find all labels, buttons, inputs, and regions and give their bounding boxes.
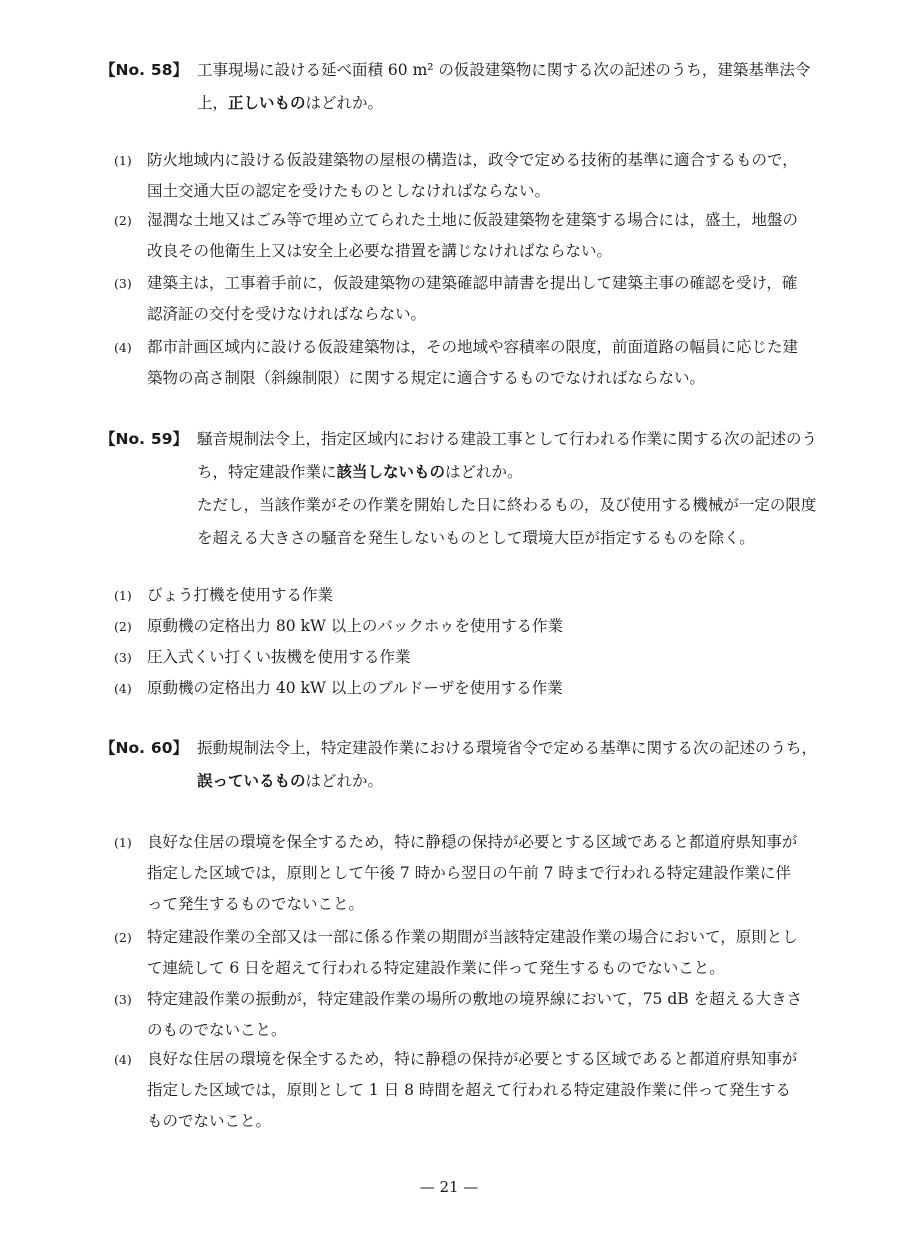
choice-number: (2)	[114, 619, 132, 634]
stem-text-end: はどれか。	[305, 94, 384, 112]
choice-text: 都市計画区域内に設ける仮設建築物は，その地域や容積率の限度，前面道路の幅員に応じた建築物の高さ制限（斜線制限）に関する規定に適合するものでなければならない。	[147, 338, 799, 387]
question-number-value: 58】	[150, 61, 188, 79]
choice-number: (3)	[114, 276, 132, 291]
choice-60-2[interactable]	[114, 922, 804, 984]
question-label: 【No.	[100, 430, 146, 448]
choice-number: (3)	[114, 992, 132, 1007]
question-59	[100, 423, 820, 555]
choice-number: (1)	[114, 835, 132, 850]
question-stem	[197, 732, 820, 798]
stem-text-end: はどれか。	[445, 463, 523, 481]
choice-60-3[interactable]	[114, 984, 804, 1046]
choice-59-3[interactable]	[114, 642, 804, 673]
choice-59-4[interactable]	[114, 673, 804, 704]
question-note: ただし，当該作業がその作業を開始した日に終わるもの，及び使用する機械が一定の限度を超える大きさの騒音を発生しないものとして環境大臣が指定するものを除く。	[197, 496, 817, 547]
choice-60-1[interactable]	[114, 827, 804, 920]
choice-number: (2)	[114, 213, 132, 228]
choice-text: 良好な住居の環境を保全するため，特に静穏の保持が必要とする区域であると都道府県知事が指定した区域では，原則として午後 7 時から翌日の午前 7 時まで行われる特定建設作業に伴って発生するものでないこと。	[147, 833, 798, 913]
choice-58-3[interactable]	[114, 268, 804, 330]
choice-number: (4)	[114, 1052, 132, 1067]
choice-58-4[interactable]	[114, 332, 804, 394]
choice-58-1[interactable]	[114, 145, 804, 207]
question-60	[100, 732, 820, 798]
choice-text: 特定建設作業の全部又は一部に係る作業の期間が当該特定建設作業の場合において，原則として連続して 6 日を超えて行われる特定建設作業に伴って発生するものでないこと。	[147, 928, 798, 977]
question-58	[100, 54, 820, 120]
choice-59-1[interactable]	[114, 580, 804, 611]
stem-emphasis: 誤っているもの	[197, 772, 306, 790]
choice-text: 原動機の定格出力 40 kW 以上のブルドーザを使用する作業	[147, 679, 563, 697]
choice-text: 建築主は，工事着手前に，仮設建築物の建築確認申請書を提出して建築主事の確認を受け，確認済証の交付を受けなければならない。	[147, 274, 798, 323]
stem-text-end: はどれか。	[305, 772, 384, 790]
choice-number: (4)	[114, 340, 132, 355]
choice-number: (1)	[114, 588, 132, 603]
stem-text: 工事現場に設ける延べ面積 60 m² の仮設建築物に関する次の記述のうち，建築基準法令上，	[197, 61, 811, 112]
stem-text: 騒音規制法令上，指定区域内における建設工事として行われる作業に関する次の記述のうち，特定建設作業に	[197, 430, 818, 481]
choice-number: (1)	[114, 153, 132, 168]
choice-text: 特定建設作業の振動が，特定建設作業の場所の敷地の境界線において，75 dB を超える大きさのものでないこと。	[147, 990, 803, 1039]
choice-text: 原動機の定格出力 80 kW 以上のバックホゥを使用する作業	[147, 617, 564, 635]
choice-58-2[interactable]	[114, 205, 804, 267]
page-number: — 21 —	[419, 1178, 479, 1196]
question-number-value: 59】	[150, 430, 188, 448]
choice-text: 良好な住居の環境を保全するため，特に静穏の保持が必要とする区域であると都道府県知事が指定した区域では，原則として 1 日 8 時間を超えて行われる特定建設作業に伴って発生するものでないこと。	[147, 1050, 798, 1130]
choice-text: びょう打機を使用する作業	[147, 586, 334, 604]
question-number	[100, 423, 194, 456]
choice-60-4[interactable]	[114, 1044, 804, 1137]
choice-59-2[interactable]	[114, 611, 804, 642]
question-number	[100, 732, 194, 765]
stem-emphasis: 正しいもの	[228, 94, 306, 112]
choice-number: (4)	[114, 681, 132, 696]
question-label: 【No.	[100, 61, 146, 79]
question-stem	[197, 54, 820, 120]
question-stem	[197, 423, 820, 555]
choice-number: (2)	[114, 930, 132, 945]
stem-text: 振動規制法令上，特定建設作業における環境省令で定める基準に関する次の記述のうち，	[197, 739, 818, 757]
question-label: 【No.	[100, 739, 146, 757]
question-number-value: 60】	[150, 739, 188, 757]
choice-text: 湿潤な土地又はごみ等で埋め立てられた土地に仮設建築物を建築する場合には，盛土，地盤の改良その他衛生上又は安全上必要な措置を講じなければならない。	[147, 211, 799, 260]
choice-text: 圧入式くい打くい抜機を使用する作業	[147, 648, 411, 666]
choice-number: (3)	[114, 650, 132, 665]
question-number	[100, 54, 194, 87]
stem-emphasis: 該当しないもの	[336, 463, 446, 481]
choice-text: 防火地域内に設ける仮設建築物の屋根の構造は，政令で定める技術的基準に適合するもので，国土交通大臣の認定を受けたものとしなければならない。	[147, 151, 798, 200]
